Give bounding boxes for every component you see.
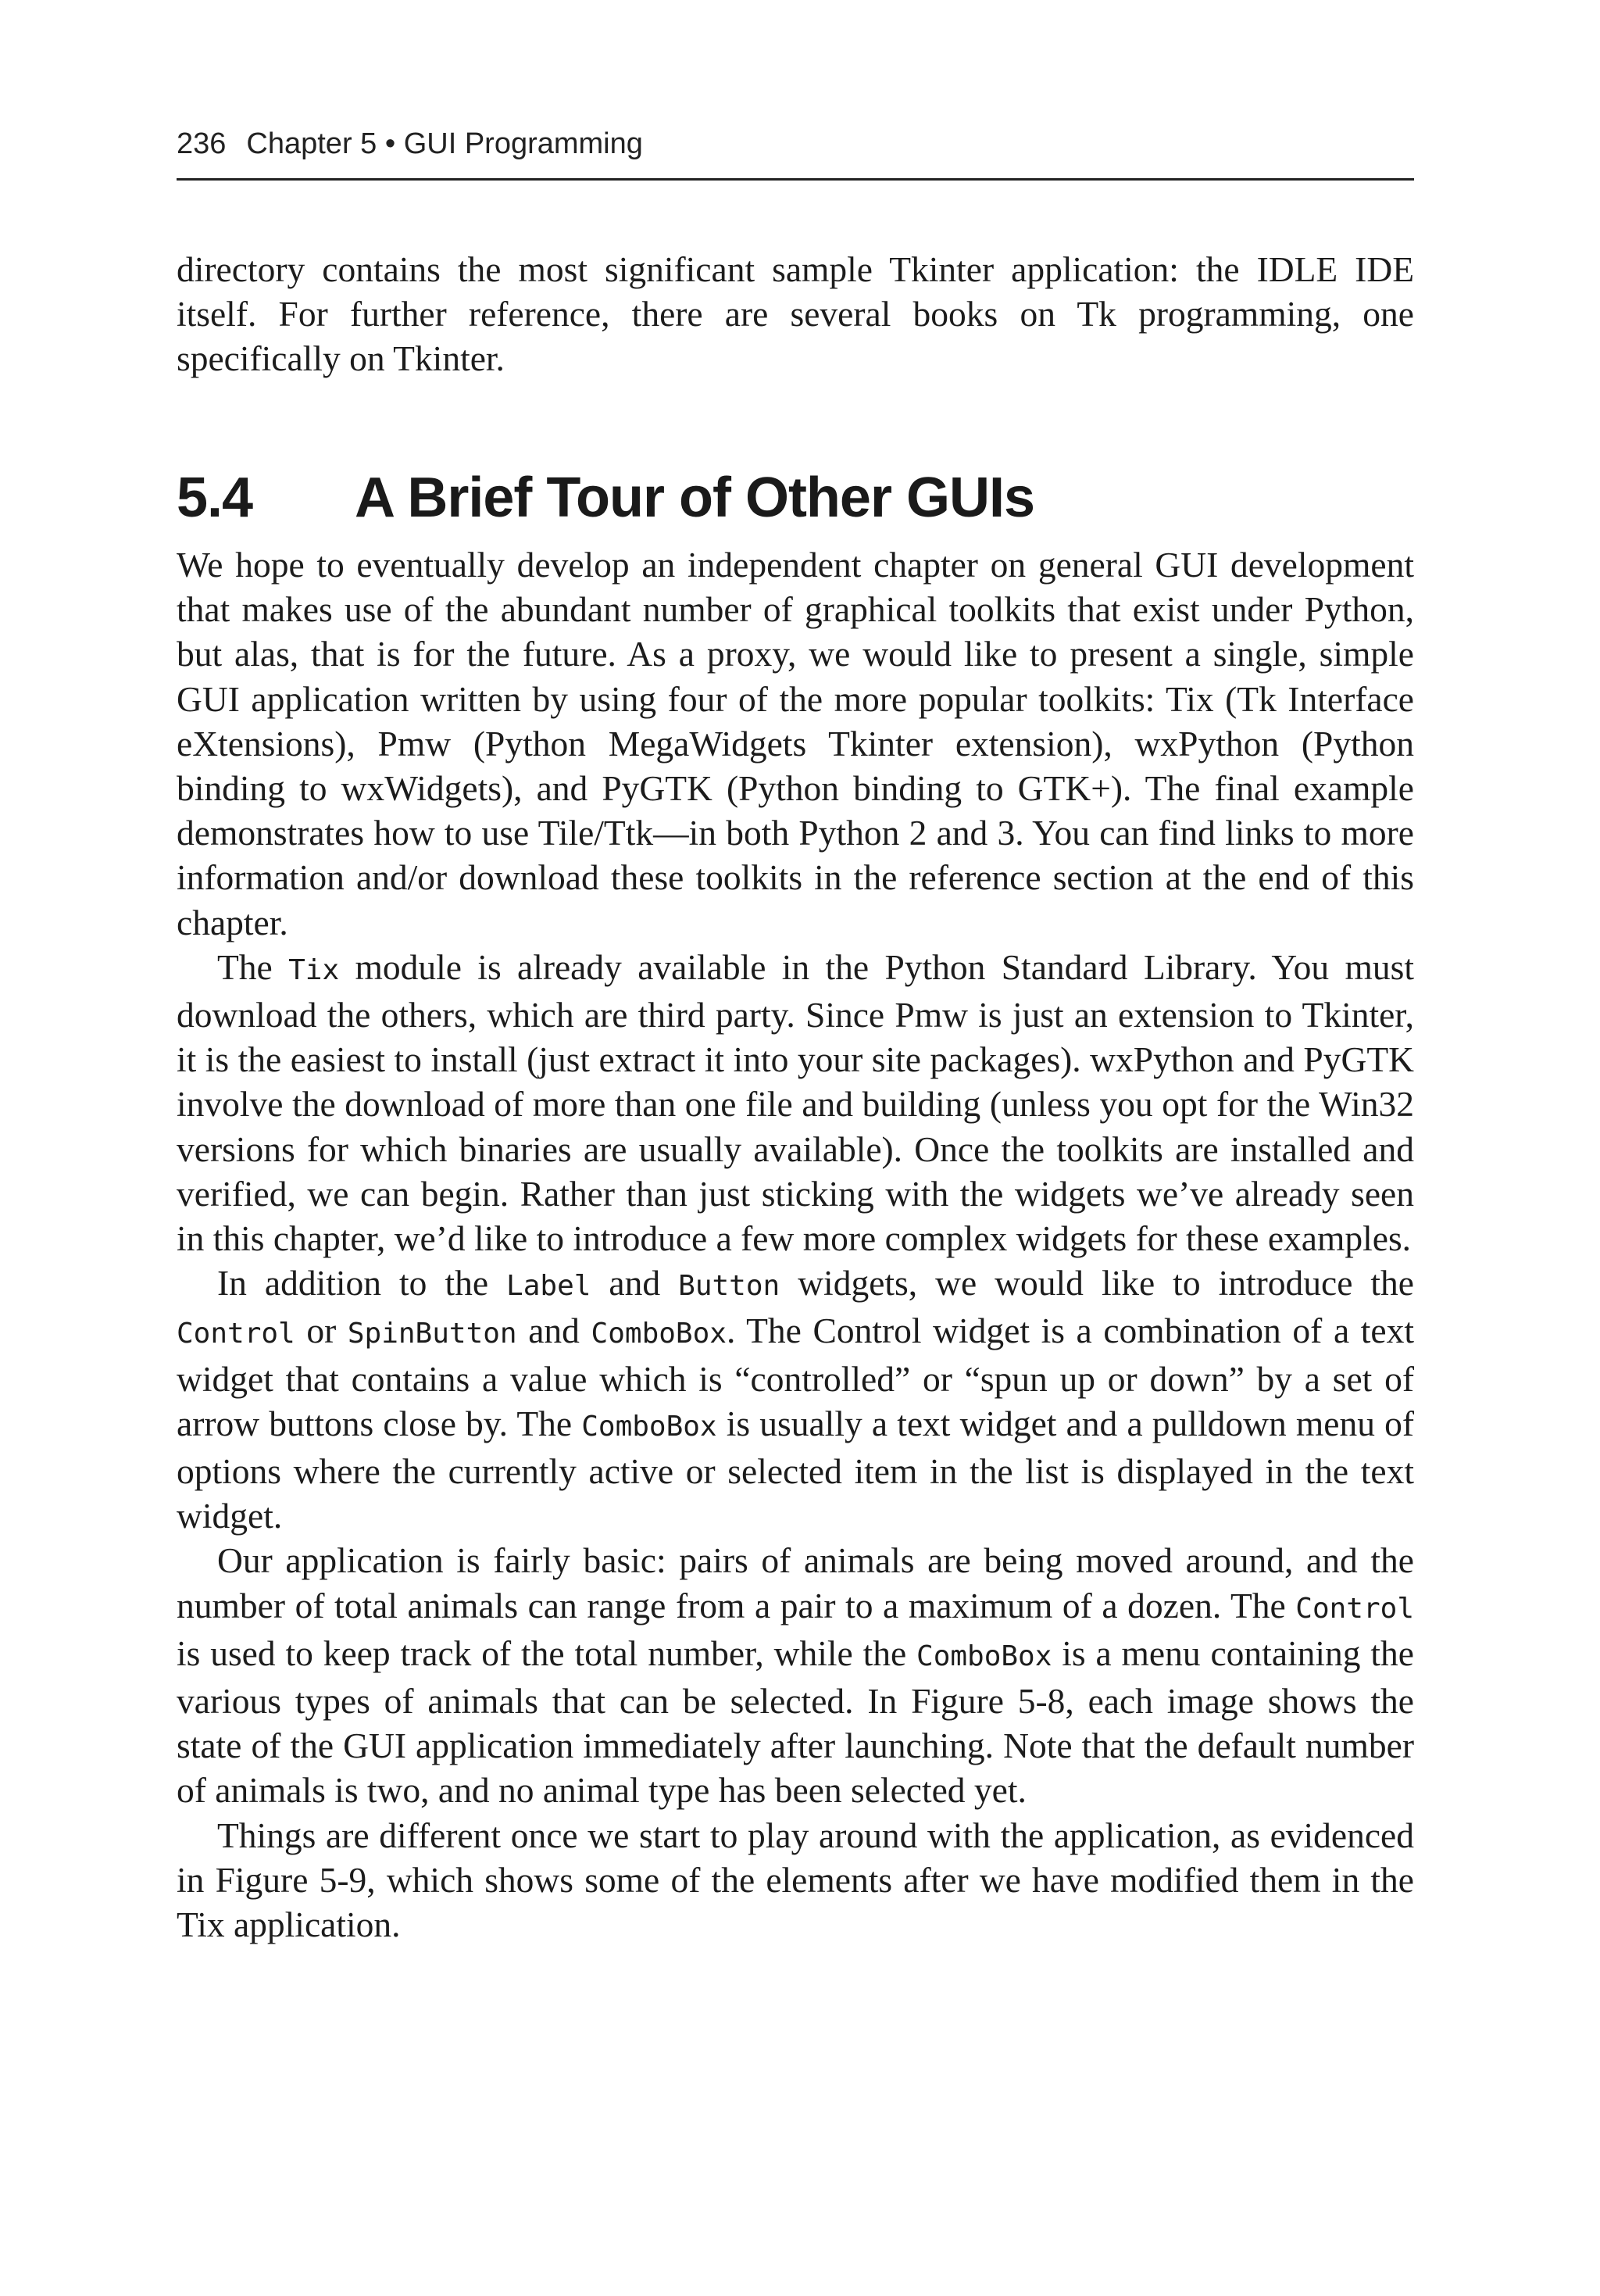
chapter-title: Chapter 5 • GUI Programming (246, 127, 643, 160)
paragraph-text: In addition to the (217, 1263, 507, 1304)
paragraph-text: and (516, 1311, 591, 1351)
intro-paragraph: directory contains the most significant sample Tkinter application: the IDLE IDE itself. For further reference, there are several books on Tk programming, one specifically on Tkinter. (177, 249, 1414, 379)
section-heading (177, 463, 1414, 533)
code-term: Control (1295, 1592, 1414, 1625)
code-term: ComboBox (581, 1410, 717, 1443)
code-term: Tix (288, 953, 340, 986)
paragraph-text: and (591, 1263, 679, 1304)
code-term: Button (678, 1270, 780, 1303)
code-term: ComboBox (916, 1640, 1052, 1672)
section-number: 5.4 (177, 467, 253, 529)
paragraph-text: is a menu containing the various types of animals that can be selected. In Figure 5-8, each image shows the state of the GUI application immediately after launching. Note that the default number of animals is two, and no animal type has been selected yet. (177, 1633, 1414, 1811)
header-rule (177, 178, 1414, 181)
paragraph-4 (177, 1538, 1414, 1812)
paragraph-1: We hope to eventually develop an independent chapter on general GUI development that makes use of the abundant number of graphical toolkits that exist under Python, but alas, that is for the future. As a proxy, we would like to present a single, simple GUI application written by using four of the more popular toolkits: Tix (Tk Interface eXtensions), Pmw (Python MegaWidgets Tkinter extension), wxPython (Python binding to wxWidgets), and PyGTK (Python binding to GTK+). The final example demonstrates how to use Tile/Ttk—in both Python 2 and 3. You can find links to more information and/or download these toolkits in the reference section at the end of this chapter. (177, 545, 1414, 942)
paragraph-5: Things are different once we start to play around with the application, as evidenced in Figure 5-9, which shows some of the elements after we have modified them in the Tix application. (177, 1815, 1414, 1945)
code-term: ComboBox (591, 1318, 727, 1350)
paragraph-text: . The Control widget is a combination of a text widget that contains a value which is “controlled” or “spun up or down” by a set of arrow buttons close by. The (177, 1311, 1414, 1443)
intro-block (177, 247, 1414, 381)
section-body (177, 542, 1414, 1947)
paragraph-text: The (217, 946, 289, 987)
paragraph-3 (177, 1261, 1414, 1538)
paragraph-text: module is already available in the Python Standard Library. You must download the others, which are third party. Since Pmw is just an extension to Tkinter, it is the easiest to install (just extract it into your site packages). wxPython and PyGTK involve the download of more than one file and building (unless you opt for the Win32 versions for which binaries are usually available). Once the toolkits are installed and verified, we can begin. Rather than just sticking with the widgets we’ve already seen in this chapter, we’d like to introduce a few more complex widgets for these examples. (177, 946, 1414, 1259)
page-number: 236 (177, 127, 227, 160)
code-term: Label (506, 1270, 591, 1303)
paragraph-text: is used to keep track of the total number, while the (177, 1633, 917, 1673)
paragraph-text: or (295, 1311, 348, 1351)
section-title: A Brief Tour of Other GUIs (355, 467, 1035, 529)
paragraph-text: Our application is fairly basic: pairs of animals are being moved around, and the number of total animals can range from a pair to a maximum of a dozen. The (177, 1540, 1414, 1625)
code-term: SpinButton (347, 1318, 517, 1350)
paragraph-text: widgets, we would like to introduce the (780, 1263, 1414, 1304)
code-term: Control (177, 1318, 295, 1350)
paragraph-text: is usually a text widget and a pulldown menu of options where the currently active or selected item in the list is displayed in the text widget. (177, 1403, 1415, 1536)
paragraph-2 (177, 945, 1414, 1261)
running-head (177, 123, 1414, 164)
